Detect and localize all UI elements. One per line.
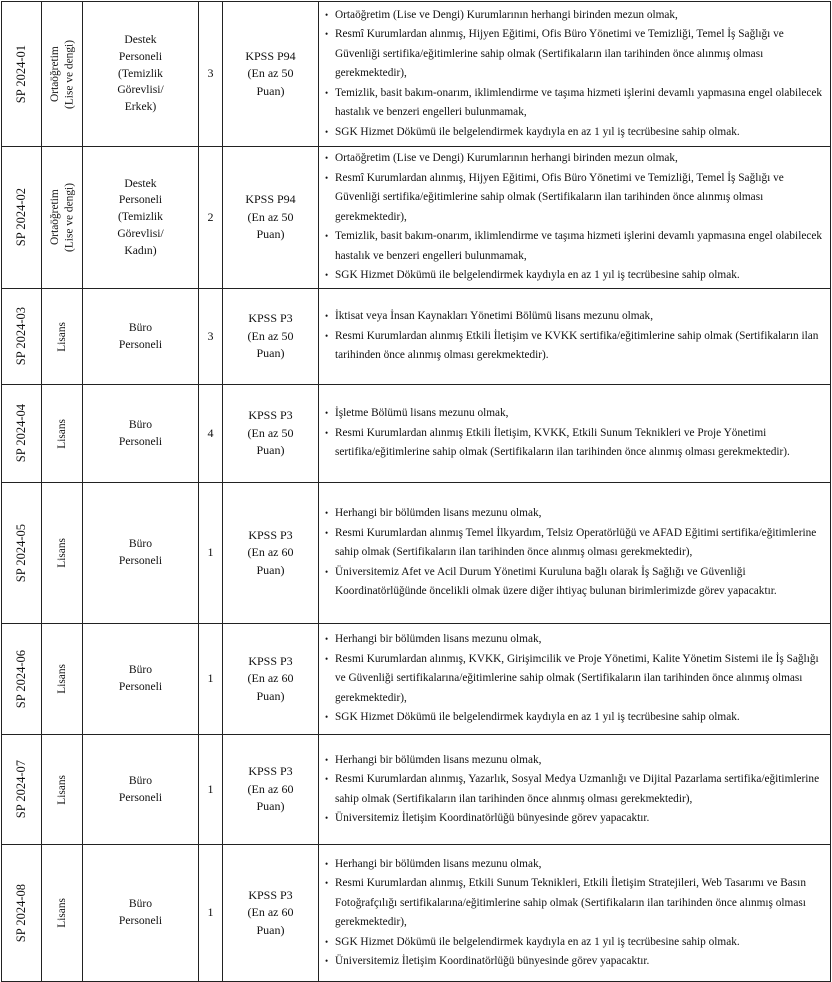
qualification-item [324, 84, 827, 123]
table-row [2, 385, 831, 483]
position-count: 3 [199, 2, 223, 147]
exam-name: KPSS P3 [248, 311, 293, 326]
position-title-line: Destek [124, 33, 157, 46]
position-title-line: Kadın) [124, 243, 157, 257]
table-row [2, 147, 831, 289]
qualification-text: SGK Hizmet Dökümü ile belgelendirmek kaydıyla en az 1 yıl iş tecrübesine sahip olmak. [335, 269, 740, 282]
qualification-text: Temizlik, basit bakım-onarım, iklimlendirme ve taşıma hizmeti işlerini devamlı yapmasına engel olabilecek hastalık ve benzeri engelleri bulunmamak, [335, 230, 823, 262]
bullet-icon: • [325, 527, 329, 538]
position-title-line: Büro [128, 773, 153, 787]
qualifications-list [324, 751, 827, 829]
bullet-icon: • [325, 126, 329, 137]
position-title-line: Görevlisi/ [117, 83, 164, 97]
bullet-icon: • [325, 153, 329, 164]
bullet-icon: • [325, 956, 329, 966]
bullet-icon: • [325, 508, 329, 519]
exam-minimum-score: (En az 50 Puan) [247, 425, 294, 458]
position-count: 1 [199, 735, 223, 845]
exam-requirement-cell [223, 147, 319, 289]
qualification-item [324, 227, 827, 266]
table-row [2, 624, 831, 735]
exam-minimum-score: (En az 60 Puan) [247, 671, 294, 703]
qualification-item [324, 169, 827, 228]
position-title-cell [83, 147, 199, 289]
qualification-text: İşletme Bölümü lisans mezunu olmak, [335, 407, 509, 420]
exam-name: KPSS P3 [248, 764, 293, 779]
qualification-item [324, 874, 827, 933]
position-title-line: Personeli [118, 49, 163, 63]
position-title-line: Büro [128, 417, 153, 431]
qualification-item [324, 933, 827, 953]
bullet-icon: • [325, 29, 329, 40]
qualification-item [324, 630, 827, 650]
qualification-text: SGK Hizmet Dökümü ile belgelendirmek kaydıyla en az 1 yıl iş tecrübesine sahip olmak. [335, 125, 740, 138]
table-row [2, 289, 831, 385]
bullet-icon: • [325, 311, 329, 322]
position-title-cell [83, 845, 199, 982]
qualification-item [324, 952, 827, 972]
education-level-line: Lisans [55, 321, 68, 352]
qualification-text: Ortaöğretim (Lise ve Dengi) Kurumlarının herhangi birinden mezun olmak, [335, 152, 678, 165]
position-title-line: Personeli [118, 434, 163, 448]
position-code-cell [2, 2, 42, 147]
qualification-text: Üniversitemiz İletişim Koordinatörlüğü bünyesinde görev yapacaktır. [335, 955, 650, 967]
qualifications-cell [319, 385, 831, 483]
qualification-item [324, 123, 827, 143]
qualifications-list [324, 149, 827, 286]
education-level [55, 538, 69, 568]
qualifications-cell [319, 289, 831, 385]
position-code: SP 2024-08 [13, 883, 28, 943]
qualification-text: Resmi Kurumlardan alınmış, KVKK, Girişimcilik ve Proje Yönetimi, Kalite Yönetim Sistemi ile İş Sağlığı ve Güvenliği sertifikalarına/eğitimlerine sahip olmak (Sertifikaların ilan tarihinden önce alınmış olması gerekmektedir), [335, 652, 819, 704]
education-level-line: Lisans [55, 898, 68, 928]
position-code-cell [2, 385, 42, 483]
position-count: 1 [199, 624, 223, 735]
qualification-item [324, 650, 827, 709]
position-title-line: Görevlisi/ [117, 226, 164, 240]
bullet-icon: • [325, 172, 329, 183]
education-level-line: (Lise ve dengi) [63, 39, 75, 109]
position-title-line: Personeli [118, 337, 163, 351]
education-level-line: Ortaöğretim [48, 189, 61, 246]
table-row [2, 735, 831, 845]
qualifications-list [324, 404, 827, 463]
exam-name: KPSS P94 [245, 48, 296, 63]
position-title-cell [83, 2, 199, 147]
education-level [48, 40, 77, 109]
exam-requirement-cell [223, 483, 319, 624]
education-level [55, 898, 69, 928]
qualifications-list [324, 630, 827, 728]
qualification-text: Ortaöğretim (Lise ve Dengi) Kurumlarının herhangi birinden mezun olmak, [335, 8, 678, 21]
qualifications-list [324, 6, 827, 143]
qualification-text: Resmi Kurumlardan alınmış, Yazarlık, Sosyal Medya Uzmanlığı ve Dijital Pazarlama sertifika/eğitimlerine sahip olmak (Sertifikaların ilan tarihinden önce alınmış olması gerekmektedir), [335, 773, 820, 805]
education-level-line: Lisans [55, 774, 68, 805]
table-row [2, 2, 831, 147]
education-level-line: Lisans [55, 418, 68, 449]
exam-name: KPSS P3 [248, 527, 293, 542]
qualification-item [324, 266, 827, 286]
education-level-cell [42, 147, 83, 289]
bullet-icon: • [325, 712, 329, 723]
position-title-cell [83, 735, 199, 845]
position-code: SP 2024-07 [13, 760, 28, 819]
bullet-icon: • [325, 774, 329, 784]
education-level-line: (Lise ve dengi) [63, 183, 75, 252]
qualification-text: Resmi Kurumlardan alınmış Etkili İletişim ve KVKK sertifika/eğitimlerine sahip olmak (Sertifikaların ilan tarihinden önce alınmış olması gerekmektedir). [335, 329, 819, 362]
qualification-text: Temizlik, basit bakım-onarım, iklimlendirme ve taşıma hizmeti işlerini devamlı yapmasına engel olabilecek hastalık ve benzeri engelleri bulunmamak, [335, 86, 823, 119]
exam-name: KPSS P3 [248, 653, 293, 668]
position-count: 3 [199, 289, 223, 385]
qualification-item [324, 751, 827, 771]
qualification-text: Herhangi bir bölümden lisans mezunu olmak, [335, 857, 542, 870]
position-code: SP 2024-06 [13, 649, 28, 709]
position-title-line: Büro [128, 897, 153, 911]
qualification-text: SGK Hizmet Dökümü ile belgelendirmek kaydıyla en az 1 yıl iş tecrübesine sahip olmak. [335, 935, 740, 948]
qualification-text: Resmi Kurumlardan alınmış Etkili İletişim, KVKK, Etkili Sunum Teknikleri ve Proje Yönetimi sertifika/eğitimlerine sahip olmak (Sertifikaların ilan tarihinden önce alınmış olması gerekmektedir). [335, 426, 790, 459]
education-level-line: Lisans [55, 538, 68, 568]
education-level-line: Lisans [55, 664, 68, 694]
position-code: SP 2024-02 [13, 188, 28, 247]
exam-requirement-cell [223, 624, 319, 735]
position-title-line: Personeli [118, 914, 163, 927]
qualification-item [324, 770, 827, 809]
exam-requirement-cell [223, 845, 319, 982]
education-level-cell [42, 385, 83, 483]
exam-minimum-score: (En az 60 Puan) [247, 905, 294, 937]
qualification-text: Resmî Kurumlardan alınmış, Hijyen Eğitimi, Ofis Büro Yönetimi ve Temizliği, Temel İş Sağlığı ve Güvenliği sertifika/eğitimlerine sahip olmak (Sertifikaların ilan tarihinden önce alınmış olması gerekmektedir), [335, 28, 784, 80]
education-level-cell [42, 289, 83, 385]
qualification-text: Üniversitemiz Afet ve Acil Durum Yönetimi Kuruluna bağlı olarak İş Sağlığı ve Güvenliği Koordinatörlüğünde öncelikli olmak üzere diğer ihtiyaç bulunan birimlerimizde görev yapacaktır. [335, 565, 777, 598]
exam-minimum-score: (En az 50 Puan) [247, 209, 294, 242]
position-code-cell [2, 483, 42, 624]
bullet-icon: • [325, 754, 329, 765]
bullet-icon: • [325, 427, 329, 438]
education-level [55, 775, 69, 805]
position-code: SP 2024-04 [13, 404, 28, 463]
qualification-text: Resmi Kurumlardan alınmış, Etkili Sunum Teknikleri, Etkili İletişim Stratejileri, Web Tasarımı ve Basın Fotoğrafçılığı sertifikalarına/eğitimlerine sahip olmak (Sertifikaların ilan tarihinden önce alınmış olması gerekmektedir), [335, 877, 806, 928]
qualifications-cell [319, 624, 831, 735]
position-code-cell [2, 735, 42, 845]
education-level-cell [42, 483, 83, 624]
education-level-cell [42, 735, 83, 845]
positions-table [1, 1, 831, 982]
exam-minimum-score: (En az 60 Puan) [247, 781, 294, 814]
position-title-cell [83, 483, 199, 624]
bullet-icon: • [325, 87, 329, 98]
exam-minimum-score: (En az 50 Puan) [247, 66, 294, 98]
qualification-text: Resmi Kurumlardan alınmış Temel İlkyardım, Telsiz Operatörlüğü ve AFAD Eğitimi sertifika/eğitimlerine sahip olmak (Sertifikaların ilan tarihinden önce alınmış olması gerekmektedir), [335, 526, 817, 559]
exam-requirement-cell [223, 2, 319, 147]
exam-requirement-cell [223, 735, 319, 845]
exam-minimum-score: (En az 60 Puan) [247, 545, 294, 577]
education-level-cell [42, 624, 83, 735]
qualification-item [324, 809, 827, 829]
bullet-icon: • [325, 653, 329, 664]
qualification-item [324, 307, 827, 327]
bullet-icon: • [325, 878, 329, 888]
qualification-text: Üniversitemiz İletişim Koordinatörlüğü bünyesinde görev yapacaktır. [335, 812, 650, 824]
qualification-item [324, 708, 827, 728]
position-code: SP 2024-01 [13, 44, 28, 104]
qualification-item [324, 855, 827, 875]
qualification-item [324, 504, 827, 524]
position-title-line: (Temizlik [118, 66, 163, 80]
position-code-cell [2, 624, 42, 735]
qualifications-cell [319, 147, 831, 289]
position-count: 1 [199, 845, 223, 982]
qualification-item [324, 149, 827, 169]
position-title-line: Personeli [118, 554, 163, 567]
bullet-icon: • [325, 408, 329, 419]
position-title-line: Büro [128, 320, 153, 334]
education-level-cell [42, 2, 83, 147]
position-title-line: (Temizlik [118, 210, 163, 224]
qualifications-cell [319, 483, 831, 624]
qualification-item [324, 424, 827, 463]
qualifications-list [324, 855, 827, 972]
bullet-icon: • [325, 813, 329, 823]
position-title-cell [83, 624, 199, 735]
exam-minimum-score: (En az 50 Puan) [247, 328, 294, 361]
table-row [2, 845, 831, 982]
qualifications-cell [319, 845, 831, 982]
position-code-cell [2, 147, 42, 289]
qualification-text: Herhangi bir bölümden lisans mezunu olmak, [335, 507, 542, 520]
qualification-text: İktisat veya İnsan Kaynakları Yönetimi Bölümü lisans mezunu olmak, [335, 310, 654, 323]
qualification-text: Herhangi bir bölümden lisans mezunu olmak, [335, 633, 542, 646]
bullet-icon: • [325, 9, 329, 20]
position-count: 2 [199, 147, 223, 289]
qualification-item [324, 524, 827, 563]
bullet-icon: • [325, 231, 329, 242]
qualification-text: Resmî Kurumlardan alınmış, Hijyen Eğitimi, Ofis Büro Yönetimi ve Temizliği, Temel İş Sağlığı ve Güvenliği sertifika/eğitimlerine sahip olmak (Sertifikaların ilan tarihinden önce alınmış olması gerekmektedir), [335, 171, 784, 223]
bullet-icon: • [325, 330, 329, 341]
exam-requirement-cell [223, 289, 319, 385]
position-title-line: Erkek) [124, 100, 157, 114]
bullet-icon: • [325, 858, 329, 869]
exam-name: KPSS P3 [248, 887, 293, 902]
position-count: 4 [199, 385, 223, 483]
position-code: SP 2024-03 [13, 307, 28, 366]
positions-table-body [2, 2, 831, 982]
position-title-line: Büro [128, 537, 153, 551]
exam-name: KPSS P94 [245, 192, 296, 207]
position-count: 1 [199, 483, 223, 624]
education-level-line: Ortaöğretim [48, 46, 61, 102]
qualifications-cell [319, 735, 831, 845]
qualifications-list [324, 307, 827, 366]
exam-requirement-cell [223, 385, 319, 483]
bullet-icon: • [325, 566, 329, 577]
position-code-cell [2, 289, 42, 385]
bullet-icon: • [325, 270, 329, 281]
qualifications-cell [319, 2, 831, 147]
position-title-line: Destek [124, 176, 157, 190]
education-level-cell [42, 845, 83, 982]
qualification-item [324, 327, 827, 366]
position-code-cell [2, 845, 42, 982]
position-code: SP 2024-05 [13, 523, 28, 583]
position-title-cell [83, 289, 199, 385]
position-title-line: Büro [128, 663, 153, 677]
qualification-item [324, 6, 827, 26]
education-level [55, 322, 69, 352]
table-row [2, 483, 831, 624]
qualifications-list [324, 504, 827, 602]
position-title-line: Personeli [118, 680, 163, 693]
qualification-text: Herhangi bir bölümden lisans mezunu olmak, [335, 753, 542, 766]
bullet-icon: • [325, 634, 329, 645]
position-title-cell [83, 385, 199, 483]
education-level [55, 664, 69, 694]
qualification-item [324, 404, 827, 424]
position-title-line: Personeli [118, 193, 163, 207]
bullet-icon: • [325, 936, 329, 947]
qualification-text: SGK Hizmet Dökümü ile belgelendirmek kaydıyla en az 1 yıl iş tecrübesine sahip olmak. [335, 711, 740, 724]
education-level [55, 419, 69, 449]
qualification-item [324, 563, 827, 602]
position-title-line: Personeli [118, 790, 163, 804]
education-level [48, 183, 77, 252]
qualification-item [324, 25, 827, 84]
exam-name: KPSS P3 [248, 408, 293, 423]
